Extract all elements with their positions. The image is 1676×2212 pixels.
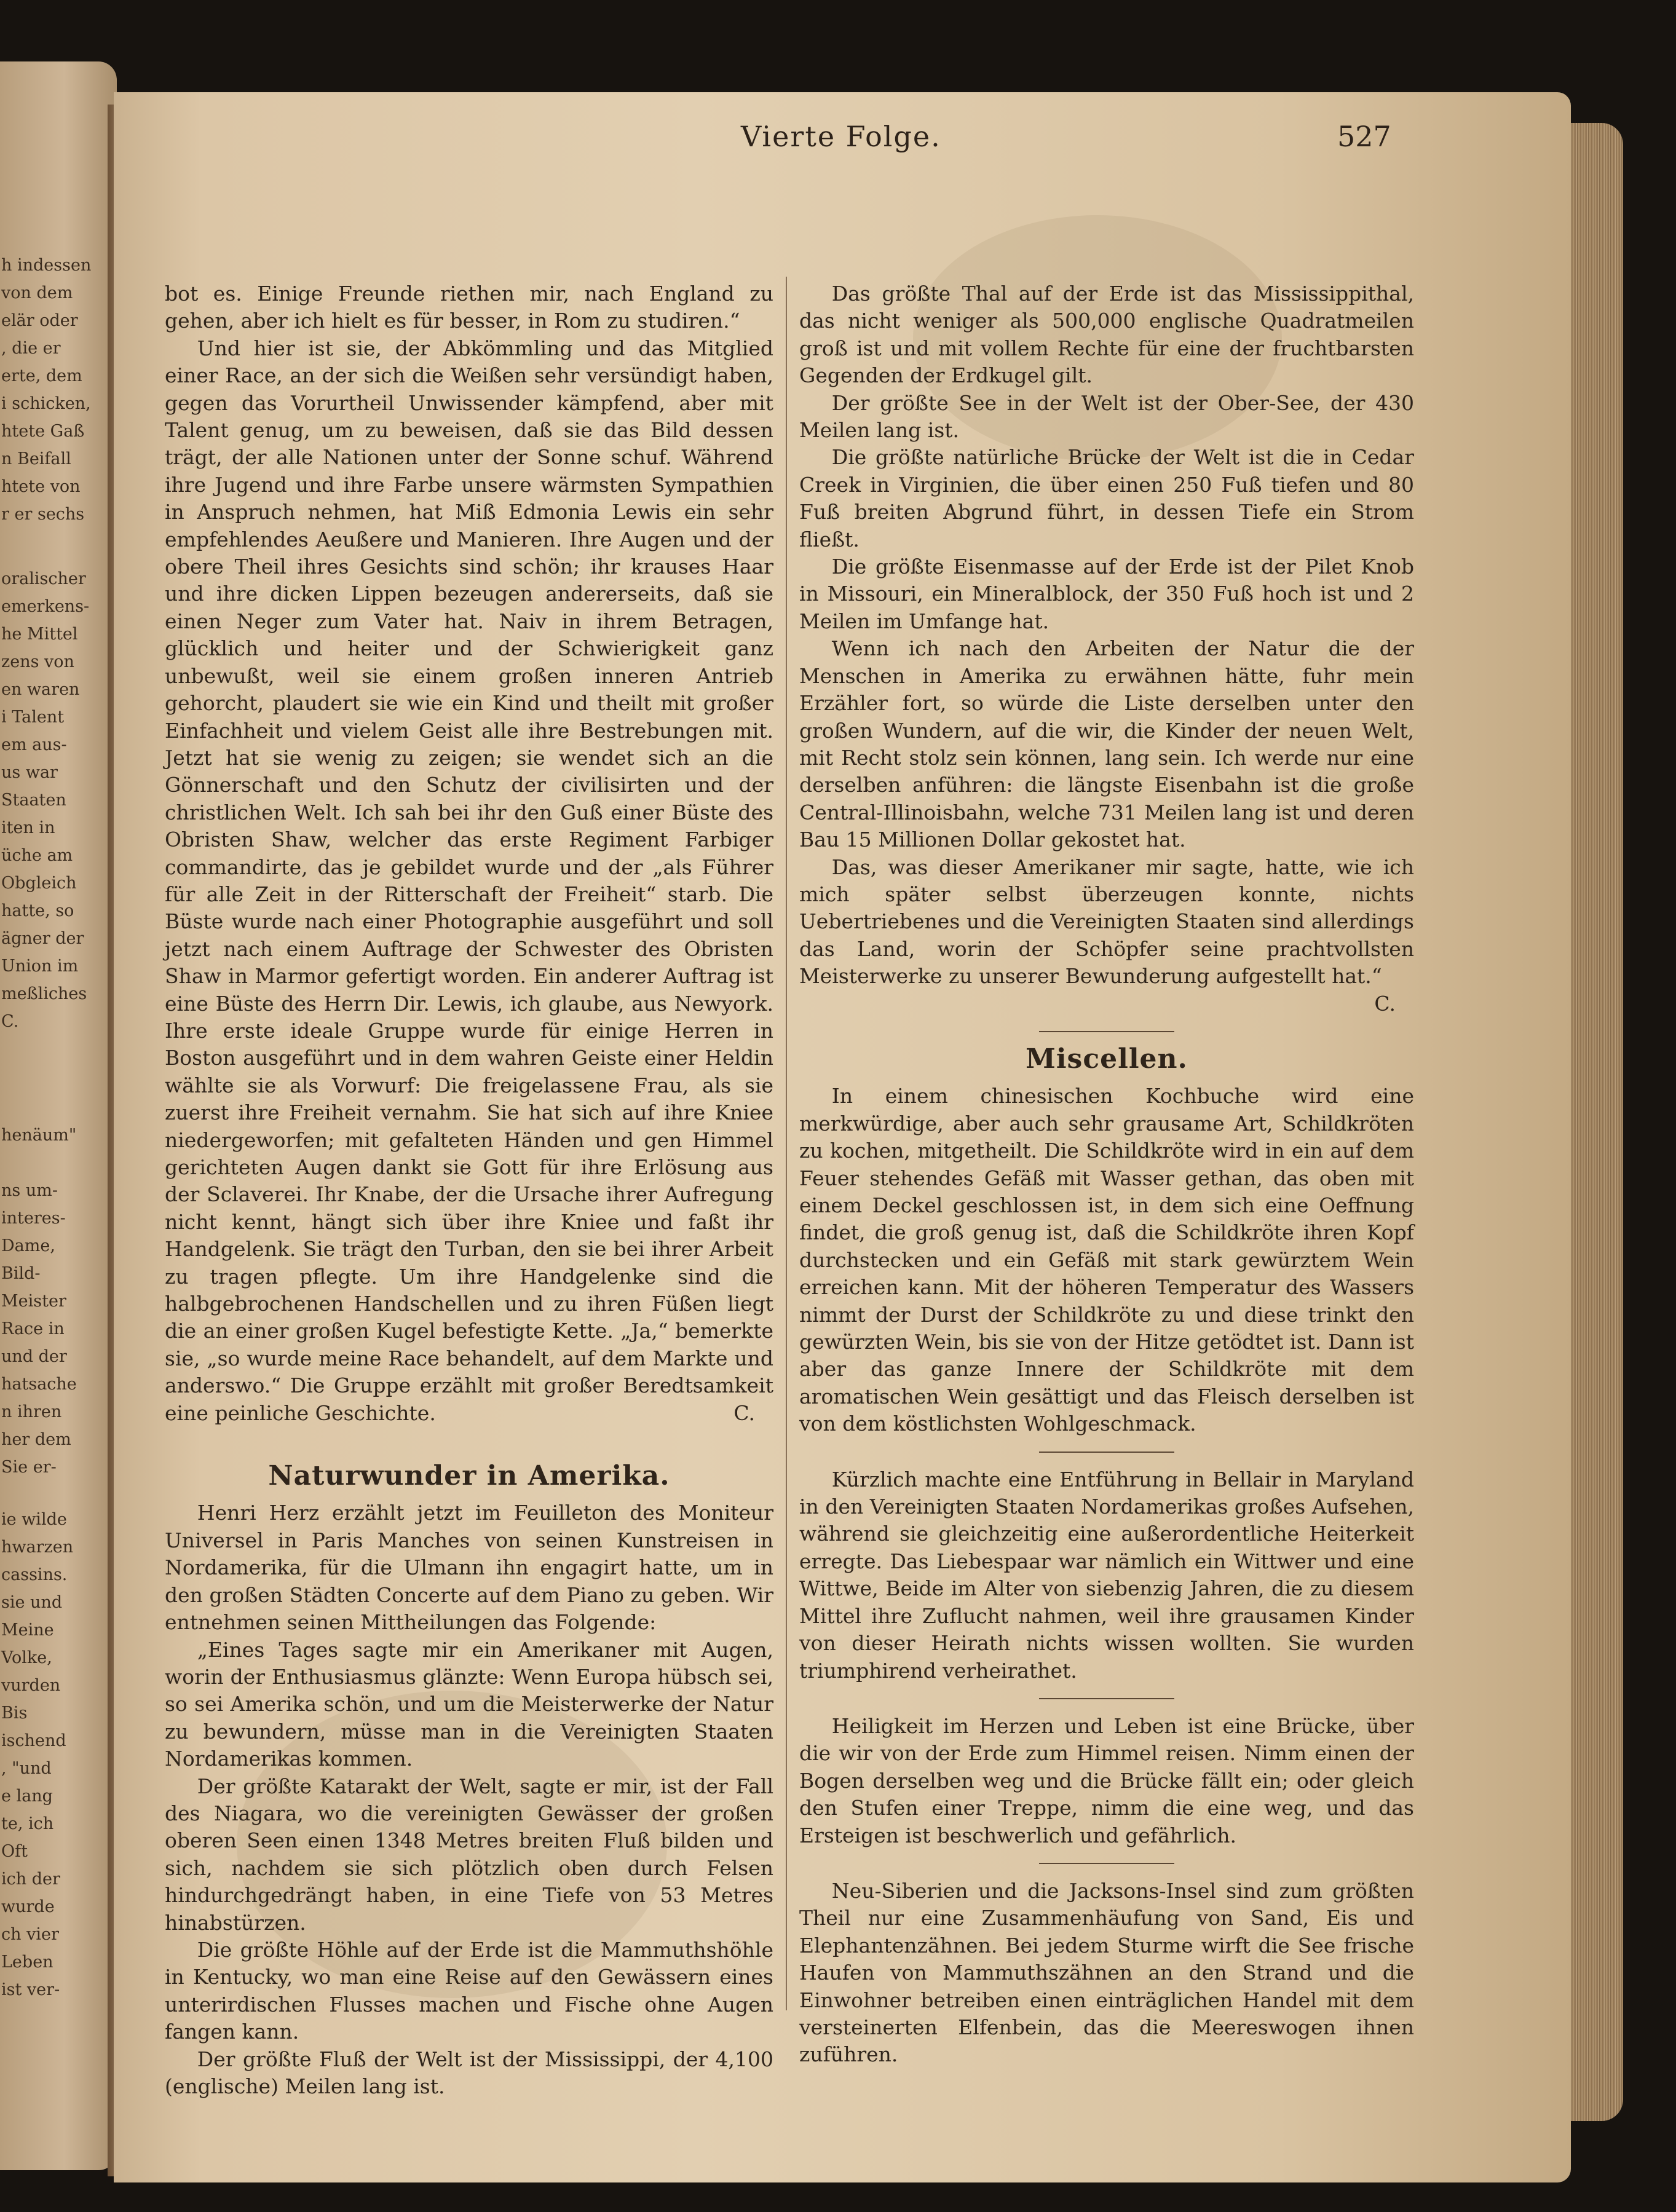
- facing-page-line: he Mittel: [1, 625, 78, 644]
- facing-page-line: hatsache: [1, 1375, 77, 1394]
- facing-page-line: erte, dem: [1, 366, 82, 385]
- paragraph: Der größte Katarakt der Welt, sagte er mir, ist der Fall des Niagara, wo die vereinigten Gewässer der großen oberen Seen einen 1348 Metres breiten Fluß bilden und sich, nachdem sie sich plötzlich oben durch Felsen hindurchgedrängt haben, in eine Tiefe von 53 Metres hinabstürzen.: [165, 1774, 773, 1935]
- facing-page-line: üche am: [1, 846, 73, 865]
- facing-page-line: her dem: [1, 1430, 71, 1449]
- paragraph: Das größte Thal auf der Erde ist das Mississippithal, das nicht weniger als 500,000 englische Quadratmeilen groß ist und mit vollem Rechte für eine der fruchtbarsten Gegenden der Erdkugel gilt.: [799, 282, 1414, 388]
- facing-page-line: wurde: [1, 1897, 55, 1916]
- paragraph: Neu-Siberien und die Jacksons-Insel sind zum größten Theil nur eine Zusammenhäufung von Sand, Eis und Elephantenzähnen. Bei jedem Sturme wirft die See frische Haufen von Mammuthszähnen an den Strand und die Einwohner betreiben einen einträglichen Handel mit dem versteinerten Elfenbein, das die Meereswogen ihnen zuführen.: [799, 1878, 1414, 2067]
- facing-page-line: vurden: [1, 1676, 61, 1695]
- paragraph: In einem chinesischen Kochbuche wird eine merkwürdige, aber auch sehr grausame Art, Schildkröten zu kochen, mitgetheilt. Die Schildkröte wird in ein auf dem Feuer stehendes Gefäß mit Wasser gethan, das oben mit einem Deckel geschlossen ist, in dem sich eine Oeffnung findet, die groß genug ist, daß die Schildkröte ihren Kopf durchstecken und ein Gefäß mit stark gewürztem Wein erreichen kann. Mit der höheren Temperatur des Wassers nimmt der Durst der Schildkröte zu und diese trinkt den gewürzten Wein, bis sie von der Hitze getödtet ist. Dann ist aber das ganze Innere der Schildkröte mit dem aromatischen Wein gesättigt und das Fleisch derselben ist von dem köstlichsten Wohlgeschmack.: [799, 1084, 1414, 1436]
- facing-page-line: em aus-: [1, 735, 67, 754]
- paragraph: Heiligkeit im Herzen und Leben ist eine Brücke, über die wir von der Erde zum Himmel reisen. Nimm einen der Bogen derselben weg und die Brücke fällt ein; oder gleich den Stufen einer Treppe, nimm die eine weg, und das Ersteigen ist beschwerlich und gefährlich.: [799, 1713, 1414, 1847]
- facing-page-line: r er sechs: [1, 505, 85, 524]
- column-divider: [786, 277, 787, 2010]
- facing-page-line: emerkens-: [1, 597, 90, 616]
- section-rule: [1039, 1698, 1174, 1699]
- facing-page-line: Race in: [1, 1319, 65, 1338]
- facing-page-line: Bild-: [1, 1264, 41, 1283]
- facing-page-line: ischend: [1, 1731, 66, 1750]
- facing-page-line: hwarzen: [1, 1538, 74, 1557]
- facing-page-line: Leben: [1, 1953, 53, 1972]
- facing-page-line: htete von: [1, 477, 81, 496]
- page-header: [114, 120, 1571, 157]
- paragraph: Die größte Höhle auf der Erde ist die Mammuthshöhle in Kentucky, wo man eine Reise auf den Gewässern eines unterirdischen Flusses machen und Fische ohne Augen fangen kann.: [165, 1937, 773, 2044]
- facing-page-line: zens von: [1, 652, 74, 671]
- facing-page-line: interes-: [1, 1209, 66, 1228]
- facing-page-line: , "und: [1, 1759, 52, 1778]
- paragraph: Henri Herz erzählt jetzt im Feuilleton des Moniteur Universel in Paris Manches von seinen Kunstreisen in Nordamerika, für die Ulmann ihn engagirt hatte, um in den großen Städten Concerte auf dem Piano zu geben. Wir entnehmen seinen Mittheilungen das Folgende:: [165, 1501, 773, 1635]
- left-column: [165, 280, 773, 2100]
- paragraph: [799, 854, 1414, 1016]
- facing-page-line: te, ich: [1, 1814, 54, 1833]
- section-rule: [1039, 1031, 1174, 1032]
- paragraph: Kürzlich machte eine Entführung in Bellair in Maryland in den Vereinigten Staaten Nordamerikas großes Aufsehen, während sie gleichzeitig eine außerordentliche Heiterkeit erregte. Das Liebespaar war nämlich ein Wittwer und eine Wittwe, Beide im Alter von siebenzig Jahren, die zu diesem Mittel ihre Zuflucht nahmen, weil ihre grausamen Kinder von dieser Heirath nichts wissen wollten. Sie wurden triumphirend verheirathet.: [799, 1467, 1414, 1683]
- section-title: Naturwunder in Amerika.: [268, 1460, 670, 1492]
- facing-page-line: Volke,: [1, 1648, 52, 1667]
- facing-page-line: und der: [1, 1347, 67, 1366]
- paragraph: Der größte See in der Welt ist der Ober-See, der 430 Meilen lang ist.: [799, 390, 1414, 443]
- facing-page-line: von dem: [1, 283, 73, 302]
- paragraph-text: Das, was dieser Amerikaner mir sagte, hatte, wie ich mich später selbst überzeugen konnte, nichts Uebertriebenes und die Vereinigten Staaten sind allerdings das Land, worin der Schöpfer seine prachtvollsten Meisterwerke zu unserer Bewunderung aufgestellt hat.“: [799, 855, 1414, 989]
- facing-page-line: us war: [1, 763, 58, 782]
- facing-page-line: ie wilde: [1, 1510, 67, 1529]
- facing-page-line: htete Gaß: [1, 422, 85, 441]
- paragraph: Die größte Eisenmasse auf der Erde ist der Pilet Knob in Missouri, ein Mineralblock, der 350 Fuß hoch ist und 2 Meilen im Umfange hat.: [799, 555, 1414, 633]
- paragraph: „Eines Tages sagte mir ein Amerikaner mit Augen, worin der Enthusiasmus glänzte: Wenn Europa hübsch sei, so sei Amerika schön, und um die Meisterwerke der Natur zu bewundern, müsse man in die Vereinigten Staaten Nordamerikas kommen.: [165, 1637, 773, 1771]
- section-title: Miscellen.: [1026, 1043, 1188, 1075]
- facing-page-line: meßliches: [1, 984, 87, 1003]
- page-number: 527: [1337, 120, 1391, 153]
- facing-page-line: i Talent: [1, 708, 65, 727]
- signature: C.: [733, 1400, 755, 1425]
- facing-page-line: Sie er-: [1, 1458, 57, 1477]
- facing-page-line: hatte, so: [1, 901, 74, 920]
- facing-page-line: ich der: [1, 1870, 60, 1889]
- facing-page-line: Bis: [1, 1704, 28, 1723]
- facing-page-line: h indessen: [1, 256, 92, 275]
- facing-page-line: sie und: [1, 1593, 63, 1612]
- facing-page-line: ist ver-: [1, 1980, 60, 1999]
- paragraph: [165, 335, 773, 1427]
- facing-page-line: Dame,: [1, 1236, 55, 1255]
- facing-page-line: iten in: [1, 818, 55, 837]
- facing-page-line: Meister: [1, 1292, 66, 1311]
- section-rule: [1039, 1863, 1174, 1864]
- facing-page-fragment: [0, 61, 117, 2170]
- paragraph: bot es. Einige Freunde riethen mir, nach England zu gehen, aber ich hielt es für besser, in Rom zu studiren.“: [165, 282, 773, 333]
- facing-page-line: cassins.: [1, 1565, 68, 1584]
- paragraph: Der größte Fluß der Welt ist der Mississippi, der 4,100 (englische) Meilen lang ist.: [165, 2047, 773, 2098]
- facing-page-line: Meine: [1, 1621, 54, 1640]
- facing-page-line: ns um-: [1, 1181, 58, 1200]
- paragraph-text: Und hier ist sie, der Abkömmling und das Mitglied einer Race, an der sich die Weißen sehr versündigt haben, gegen das Vorurtheil Unwissender kämpfend, aber mit Talent genug, um zu beweisen, daß sie das Bild dessen trägt, der alle Nationen unter der Sonne schuf. Während ihre Jugend und ihre Farbe unsere wärmsten Sympathien in Anspruch nehmen, hat Miß Edmonia Lewis ein sehr empfehlendes Aeußere und Manieren. Ihre Augen und der obere Theil ihres Gesichts sind schön; ihr krauses Haar und ihre dicken Lippen bezeugen andererseits, daß sie einen Neger zum Vater hat. Naiv in ihrem Betragen, glücklich und heiter und der Schwierigkeit ganz unbewußt, weil sie einem großen inneren Antrieb gehorcht, plaudert sie wie ein Kind und theilt mit großer Einfachheit und vielem Geist alle ihre Bestrebungen mit. Jetzt hat sie wenig zu zeigen; sie wendet sich an die Gönnerschaft und den Schutz der civilisirten und der christlichen Welt. Ich sah bei ihr den Guß einer Büste des Obristen Shaw, welcher das erste Regiment Farbiger commandirte, das je gebildet wurde und der „als Führer für alle Zeit in der Ritterschaft der Freiheit“ starb. Die Büste wurde nach einer Photographie ausgeführt und soll jetzt nach einem Auftrage der Schwester des Obristen Shaw in Marmor gefertigt worden. Ein anderer Auftrag ist eine Büste des Herrn Dir. Lewis, ich glaube, aus Newyork. Ihre erste ideale Gruppe wurde für einige Herren in Boston ausgeführt und in dem wahren Geiste einer Heldin wählte sie als Vorwurf: Die freigelassene Frau, als sie zuerst ihre Freiheit vernahm. Sie hat sich auf ihre Kniee niedergeworfen; mit gefalteten Händen und gen Himmel gerichteten Augen dankt sie Gott für ihre Erlösung aus der Sclaverei. Ihr Knabe, der die Ursache ihrer Aufregung nicht kennt, hängt sich über ihre Kniee und faßt ihr Handgelenk. Sie trägt den Turban, den sie bei ihrer Arbeit zu tragen pflegte. Um ihre Handgelenke sind die halbgebrochenen Handschellen und zu ihren Füßen liegt die an einer großen Kugel befestigte Kette. „Ja,“ bemerkte sie, „so wurde meine Race behandelt, auf dem Markte und anderswo.“ Die Gruppe erzählt mit großer Beredtsamkeit eine peinliche Geschichte.: [165, 336, 773, 1425]
- facing-page-line: elär oder: [1, 311, 78, 330]
- facing-page-line: i schicken,: [1, 394, 91, 413]
- facing-page-line: ch vier: [1, 1925, 59, 1944]
- facing-page-line: n ihren: [1, 1402, 62, 1421]
- facing-page-line: en waren: [1, 680, 80, 699]
- facing-page-line: Oft: [1, 1842, 28, 1861]
- signature: C.: [1374, 991, 1396, 1016]
- facing-page-line: Staaten: [1, 791, 66, 810]
- facing-page-line: n Beifall: [1, 449, 71, 468]
- section-rule: [1039, 1452, 1174, 1453]
- running-head: Vierte Folge.: [741, 120, 941, 153]
- facing-page-line: Union im: [1, 957, 79, 976]
- paragraph: Die größte natürliche Brücke der Welt ist die in Cedar Creek in Virginien, die über einen 250 Fuß tiefen und 80 Fuß breiten Abgrund führt, in dessen Tiefe ein Strom fließt.: [799, 445, 1414, 551]
- facing-page-line: henäum": [1, 1126, 77, 1145]
- facing-page-line: , die er: [1, 339, 61, 358]
- paragraph: Wenn ich nach den Arbeiten der Natur die der Menschen in Amerika zu erwähnen hätte, fuhr mein Erzähler fort, so würde die Liste derselben unter den großen Wundern, auf die wir, die Kinder der neuen Welt, mit Recht stolz sein können, lang sein. Ich werde nur eine derselben anführen: die längste Eisenbahn ist die große Central-Illinoisbahn, welche 731 Meilen lang ist und deren Bau 15 Millionen Dollar gekostet hat.: [799, 636, 1414, 852]
- facing-page-line: oralischer: [1, 569, 86, 588]
- facing-page-line: Obgleich: [1, 874, 77, 893]
- facing-page-line: e lang: [1, 1787, 53, 1806]
- facing-page-line: ägner der: [1, 929, 84, 948]
- right-column: [799, 280, 1414, 2069]
- facing-page-line: C.: [1, 1012, 19, 1031]
